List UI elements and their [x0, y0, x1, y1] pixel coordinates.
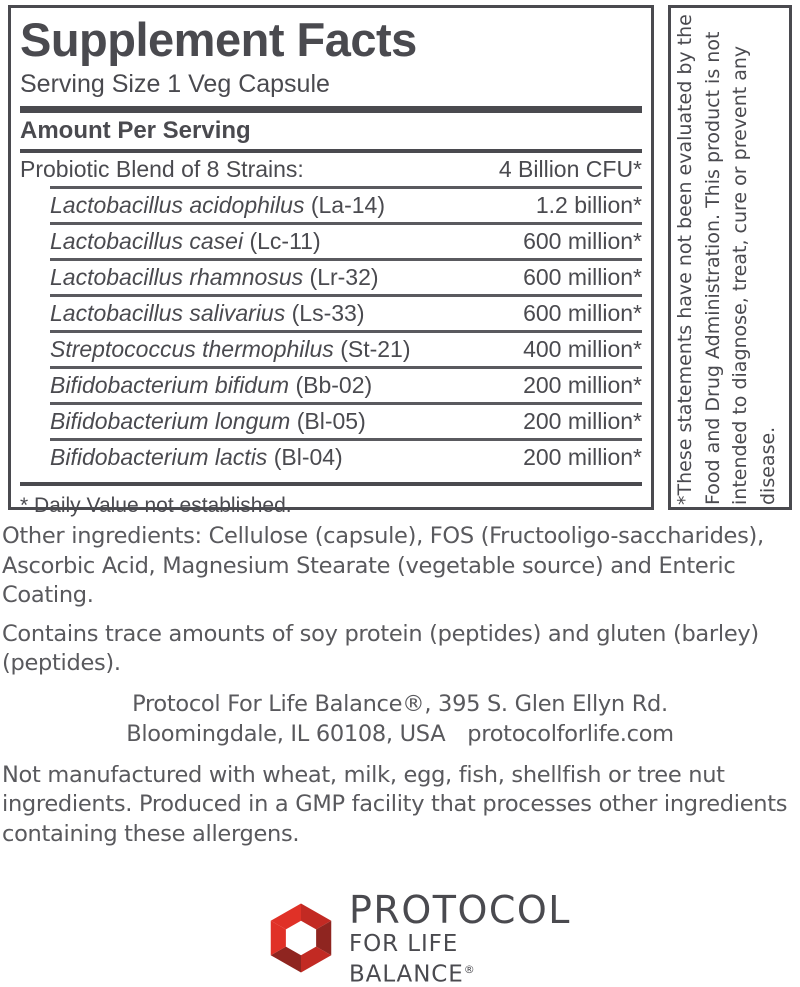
strain-code: (Bb-02)	[295, 372, 373, 398]
strain-genus-species: Bifidobacterium bifidum	[50, 372, 290, 398]
strain-amount: 600 million*	[523, 300, 642, 326]
strain-genus-species: Lactobacillus casei	[50, 228, 244, 254]
strain-amount: 200 million*	[523, 408, 642, 434]
table-row	[50, 189, 642, 222]
table-row	[50, 405, 642, 438]
strain-code: (Lr-32)	[309, 264, 379, 290]
logo-brand-name: PROTOCOL	[349, 887, 571, 932]
strain-name	[50, 371, 372, 399]
page-title: Supplement Facts	[20, 13, 417, 66]
strain-code: (Lc-11)	[249, 228, 321, 254]
company-address	[2, 689, 798, 749]
table-row	[50, 297, 642, 330]
other-ingredients-paragraph: Other ingredients: Cellulose (capsule), FOS (Fructooligo-saccharides), Ascorbic Acid, Magnesium Stearate (vegetable source) and Enteric Coating.	[2, 523, 764, 608]
daily-value-footnote: * Daily Value not established.	[20, 494, 292, 517]
strain-amount: 600 million*	[523, 228, 642, 254]
strain-code: (Ls-33)	[291, 300, 365, 326]
strain-name	[50, 263, 379, 291]
table-row	[50, 225, 642, 258]
table-row-blend	[20, 153, 642, 186]
logo-wordmark	[349, 889, 571, 987]
logo-tagline-text: FOR LIFE BALANCE	[349, 930, 464, 987]
manufacturing-note-paragraph: Not manufactured with wheat, milk, egg, fish, shellfish or tree nut ingredients. Produced in a GMP facility that processes other ingredients containing these allergens.	[2, 761, 788, 847]
strain-name	[50, 299, 364, 327]
strain-amount: 1.2 billion*	[535, 192, 642, 218]
strain-code: (St-21)	[340, 336, 411, 362]
strain-name	[50, 407, 366, 435]
table-row	[50, 261, 642, 294]
strain-genus-species: Lactobacillus acidophilus	[50, 192, 305, 218]
supplement-facts-panel	[8, 5, 654, 517]
website-url[interactable]: protocolforlife.com	[467, 720, 674, 747]
strain-name	[50, 335, 411, 363]
strain-code: (Bl-04)	[273, 444, 343, 470]
divider-thick-top	[20, 106, 642, 113]
fda-disclaimer-box	[668, 5, 792, 510]
strain-genus-species: Bifidobacterium lactis	[50, 444, 268, 470]
registered-trademark-symbol: ®	[463, 962, 476, 976]
strain-amount: 600 million*	[523, 264, 642, 290]
strain-genus-species: Bifidobacterium longum	[50, 408, 291, 434]
blend-amount: 4 Billion CFU*	[498, 156, 642, 182]
strain-name	[50, 443, 343, 471]
table-row	[50, 441, 642, 474]
allergen-trace-paragraph: Contains trace amounts of soy protein (peptides) and gluten (barley) (peptides).	[2, 620, 759, 676]
hexagon-ring-icon	[265, 902, 337, 974]
strain-genus-species: Streptococcus thermophilus	[50, 336, 334, 362]
table-row	[50, 333, 642, 366]
logo-tagline	[349, 931, 571, 987]
fda-disclaimer-text: *These statements have not been evaluated by the Food and Drug Administration. This product is not intended to diagnose, treat, cure or prevent any disease.	[674, 14, 779, 505]
strain-code: (La-14)	[310, 192, 385, 218]
amount-per-serving-header: Amount Per Serving	[20, 117, 251, 144]
address-line-1: Protocol For Life Balance®, 395 S. Glen Ellyn Rd.	[132, 690, 668, 717]
serving-size-text: Serving Size 1 Veg Capsule	[20, 70, 330, 98]
brand-logo	[265, 887, 571, 987]
label-body-text	[2, 522, 798, 858]
strain-amount: 200 million*	[523, 372, 642, 398]
strain-genus-species: Lactobacillus rhamnosus	[50, 264, 304, 290]
address-line-2: Bloomingdale, IL 60108, USA	[126, 720, 446, 747]
strain-genus-species: Lactobacillus salivarius	[50, 300, 286, 326]
table-row	[50, 369, 642, 402]
strain-code: (Bl-05)	[296, 408, 366, 434]
strain-name	[50, 191, 385, 219]
strain-amount: 200 million*	[523, 444, 642, 470]
strain-name	[50, 227, 321, 255]
blend-name: Probiotic Blend of 8 Strains:	[20, 156, 304, 182]
strain-amount: 400 million*	[523, 336, 642, 362]
